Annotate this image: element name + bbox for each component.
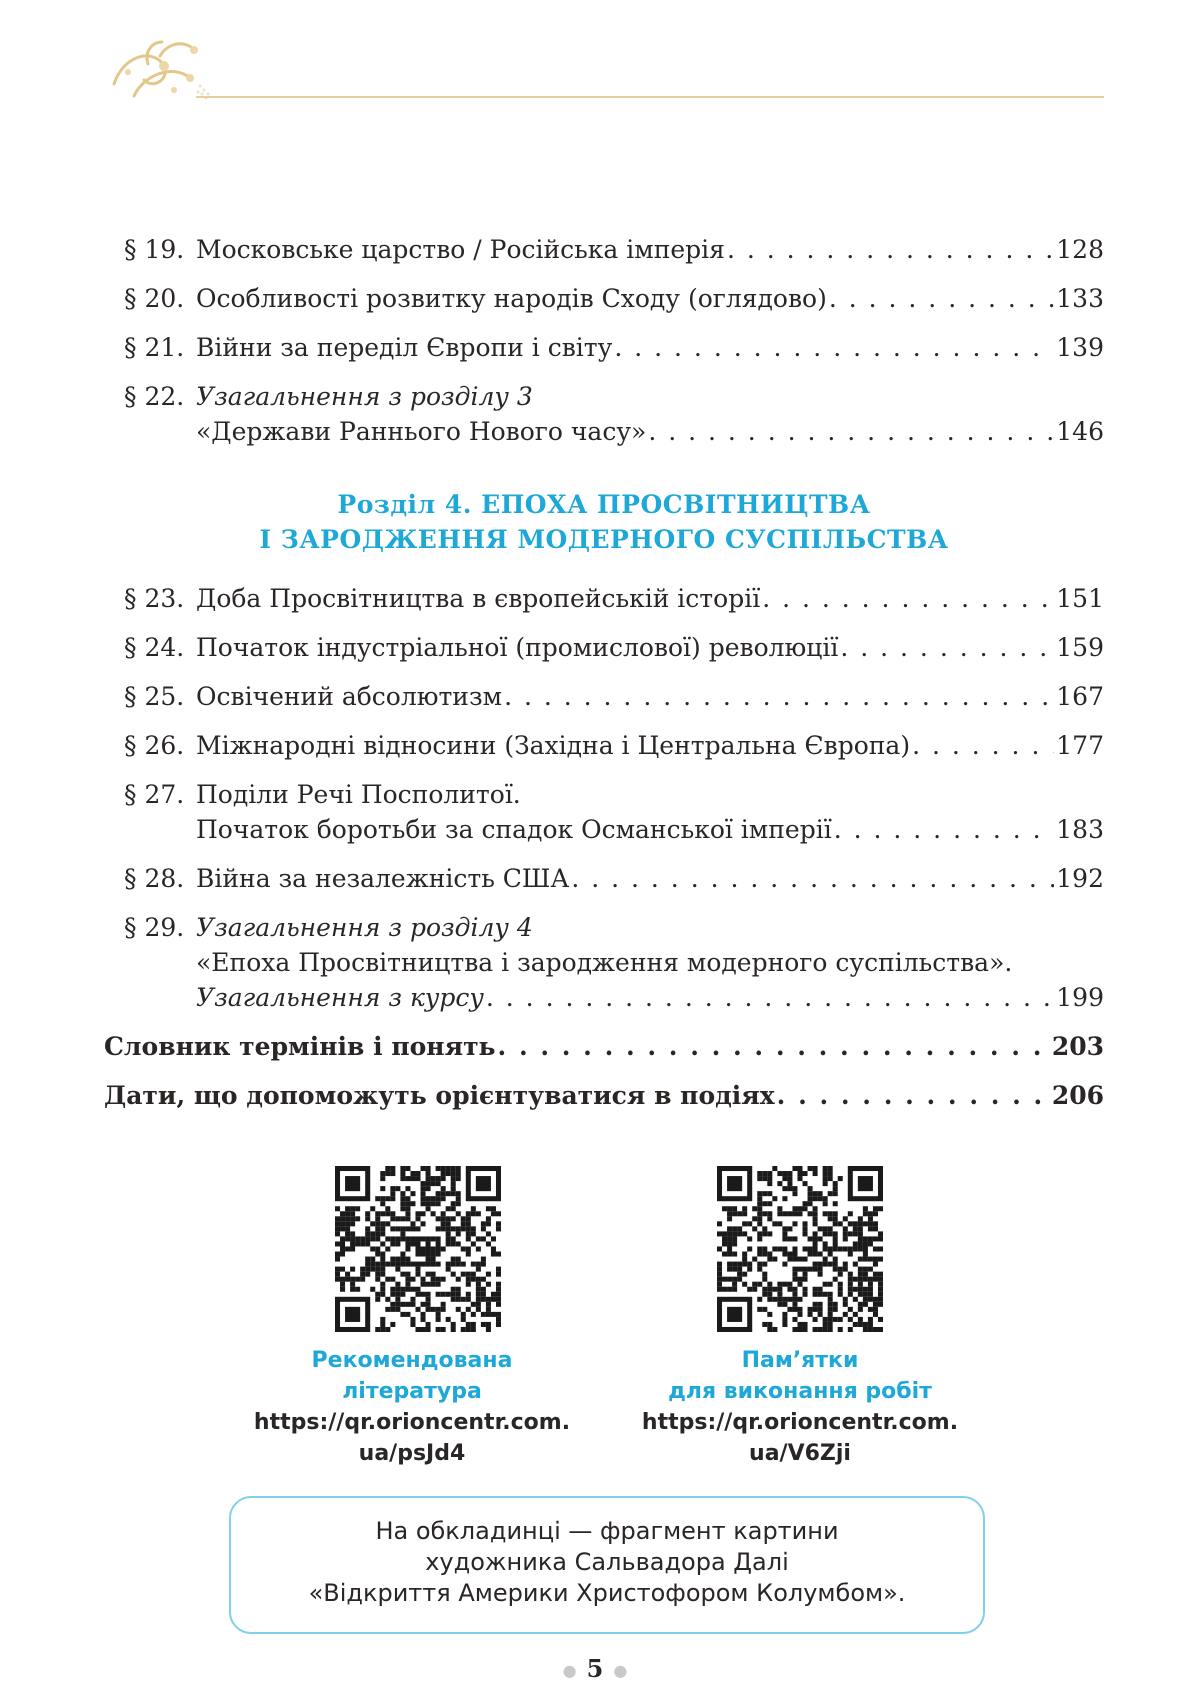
page-number-footer	[0, 1654, 1190, 1683]
toc-entry[interactable]	[104, 379, 1104, 449]
dot-leader	[777, 1078, 1050, 1113]
qr-right-title-line2: для виконання робіт	[668, 1379, 932, 1404]
toc-entry-body	[196, 679, 1104, 714]
toc-entry[interactable]	[104, 330, 1104, 365]
toc-entry-body	[104, 1078, 1104, 1113]
qr-right-url-line2[interactable]: ua/V6Zji	[749, 1441, 851, 1466]
dot-leader	[912, 728, 1054, 763]
toc-page-number: 128	[1056, 235, 1104, 264]
cover-note-line3: «Відкриття Америки Христофором Колумбом».	[308, 1579, 906, 1607]
toc-back-matter	[104, 1029, 1104, 1113]
toc-entry-line	[196, 861, 1104, 896]
qr-left-url-line1[interactable]: https://qr.orioncentr.com.	[253, 1410, 571, 1435]
dot-leader	[504, 679, 1054, 714]
toc-entry-line	[196, 414, 1104, 449]
qr-right-caption	[600, 1345, 1000, 1469]
toc-entry-title: Війна за незалежність США	[196, 864, 570, 893]
toc-entry-title: «Епоха Просвітництва і зародження модерного суспільства».	[196, 948, 1013, 977]
toc-entry-body	[196, 281, 1104, 316]
toc-entry[interactable]	[104, 1029, 1104, 1064]
cover-note-line2: художника Сальвадора Далі	[425, 1548, 789, 1576]
toc-section-3	[104, 232, 1104, 449]
toc-entry-number: § 19.	[124, 235, 185, 264]
qr-left-url-line2[interactable]: ua/psJd4	[358, 1441, 466, 1466]
toc-page-number: 167	[1056, 682, 1104, 711]
toc-entry-number: § 28.	[124, 864, 185, 893]
page-number: 5	[586, 1654, 604, 1683]
toc-entry-line	[196, 281, 1104, 316]
toc-entry-body	[196, 910, 1104, 1015]
toc-entry-number: § 25.	[124, 682, 185, 711]
toc-entry[interactable]	[104, 728, 1104, 763]
toc-entry[interactable]	[104, 281, 1104, 316]
qr-right-title-line1: Пам’ятки	[741, 1348, 859, 1373]
qr-code-icon[interactable]	[717, 1166, 883, 1332]
toc-page-number: 146	[1056, 417, 1104, 446]
qr-code-icon[interactable]	[335, 1166, 501, 1332]
toc-entry-line	[196, 630, 1104, 665]
toc-entry-body	[196, 728, 1104, 763]
toc-page-number: 183	[1056, 815, 1104, 844]
toc-entry[interactable]	[104, 910, 1104, 1015]
toc-entry-number: § 21.	[124, 333, 185, 362]
table-of-contents	[104, 232, 1104, 1113]
toc-entry-number: § 22.	[124, 382, 185, 411]
dot-leader	[829, 281, 1054, 316]
toc-entry-body	[196, 379, 1104, 449]
toc-entry-line	[104, 1029, 1104, 1064]
toc-entry-title: Поділи Речі Посполитої.	[196, 780, 521, 809]
toc-page-number: 133	[1056, 284, 1104, 313]
toc-entry-title: Особливості розвитку народів Сходу (оглядово)	[196, 284, 827, 313]
toc-entry[interactable]	[104, 861, 1104, 896]
toc-entry-body	[104, 1029, 1104, 1064]
dot-leader	[834, 812, 1055, 847]
toc-section-4	[104, 581, 1104, 1015]
toc-entry-number: § 27.	[124, 780, 185, 809]
toc-entry-title: Словник термінів і понять	[104, 1032, 496, 1061]
toc-entry-line	[196, 728, 1104, 763]
toc-entry-title: Війни за переділ Європи і світу	[196, 333, 613, 362]
toc-entry-title: «Держави Раннього Нового часу»	[196, 417, 647, 446]
toc-page-number: 151	[1056, 584, 1104, 613]
toc-entry-line	[196, 812, 1104, 847]
dot-leader	[727, 232, 1054, 267]
toc-entry-title: Узагальнення з розділу 3	[196, 382, 533, 411]
toc-entry-body	[196, 777, 1104, 847]
toc-entry-title: Освічений абсолютизм	[196, 682, 503, 711]
toc-page-number: 199	[1056, 983, 1104, 1012]
toc-entry-title: Початок індустріальної (промислової) революції	[196, 633, 839, 662]
toc-entry-line	[196, 581, 1104, 616]
toc-entry-line	[196, 330, 1104, 365]
toc-entry-line	[196, 910, 1104, 945]
toc-entry-number: § 20.	[124, 284, 185, 313]
section-4-title	[104, 487, 1104, 557]
toc-entry[interactable]	[104, 1078, 1104, 1113]
dot-leader	[614, 330, 1054, 365]
dot-ornament-icon: ●	[613, 1661, 628, 1680]
toc-page-number: 177	[1056, 731, 1104, 760]
header-rule	[196, 96, 1104, 98]
toc-entry-body	[196, 630, 1104, 665]
toc-entry-number: § 26.	[124, 731, 185, 760]
toc-entry-title: Початок боротьби за спадок Османської імперії	[196, 815, 832, 844]
dot-leader	[840, 630, 1054, 665]
dot-leader	[762, 581, 1054, 616]
toc-entry-body	[196, 861, 1104, 896]
toc-page-number: 203	[1051, 1032, 1104, 1061]
qr-left-title-line1: Рекомендована	[311, 1348, 513, 1373]
dot-leader	[571, 861, 1054, 896]
toc-entry-number: § 23.	[124, 584, 185, 613]
toc-entry[interactable]	[104, 630, 1104, 665]
toc-entry-body	[196, 581, 1104, 616]
toc-entry-line	[196, 945, 1104, 980]
toc-entry[interactable]	[104, 581, 1104, 616]
toc-page-number: 159	[1056, 633, 1104, 662]
toc-entry[interactable]	[104, 777, 1104, 847]
toc-page-number: 192	[1056, 864, 1104, 893]
toc-entry-title: Дати, що допоможуть орієнтуватися в подіях	[104, 1081, 775, 1110]
section-4-title-line1: Розділ 4. ЕПОХА ПРОСВІТНИЦТВА	[337, 490, 871, 519]
toc-entry[interactable]	[104, 679, 1104, 714]
toc-entry-number: § 24.	[124, 633, 185, 662]
toc-entry-title: Узагальнення з розділу 4	[196, 913, 533, 942]
dot-ornament-icon: ●	[562, 1661, 577, 1680]
toc-entry-title: Міжнародні відносини (Західна і Центральна Європа)	[196, 731, 911, 760]
toc-entry-body	[196, 232, 1104, 267]
toc-entry-line	[196, 980, 1104, 1015]
toc-entry-title: Узагальнення з курсу	[196, 983, 484, 1012]
toc-page-number: 139	[1056, 333, 1104, 362]
toc-entry-body	[196, 330, 1104, 365]
toc-entry-line	[196, 379, 1104, 414]
toc-entry-line	[196, 679, 1104, 714]
dot-leader	[498, 1029, 1050, 1064]
toc-entry[interactable]	[104, 232, 1104, 267]
toc-entry-number: § 29.	[124, 913, 185, 942]
toc-entry-title: Московське царство / Російська імперія	[196, 235, 725, 264]
cover-note-box	[229, 1496, 985, 1634]
toc-entry-line	[104, 1078, 1104, 1113]
dot-leader	[486, 980, 1054, 1015]
qr-left-title-line2: література	[342, 1379, 482, 1404]
toc-entry-line	[196, 777, 1104, 812]
section-4-title-line2: І ЗАРОДЖЕННЯ МОДЕРНОГО СУСПІЛЬСТВА	[259, 525, 949, 554]
toc-page-number: 206	[1051, 1081, 1104, 1110]
qr-right-url-line1[interactable]: https://qr.orioncentr.com.	[641, 1410, 959, 1435]
toc-entry-title: Доба Просвітництва в європейській історії	[196, 584, 761, 613]
dot-leader	[648, 414, 1054, 449]
cover-note-line1: На обкладинці — фрагмент картини	[375, 1517, 839, 1545]
toc-entry-line	[196, 232, 1104, 267]
qr-left-caption	[212, 1345, 612, 1469]
